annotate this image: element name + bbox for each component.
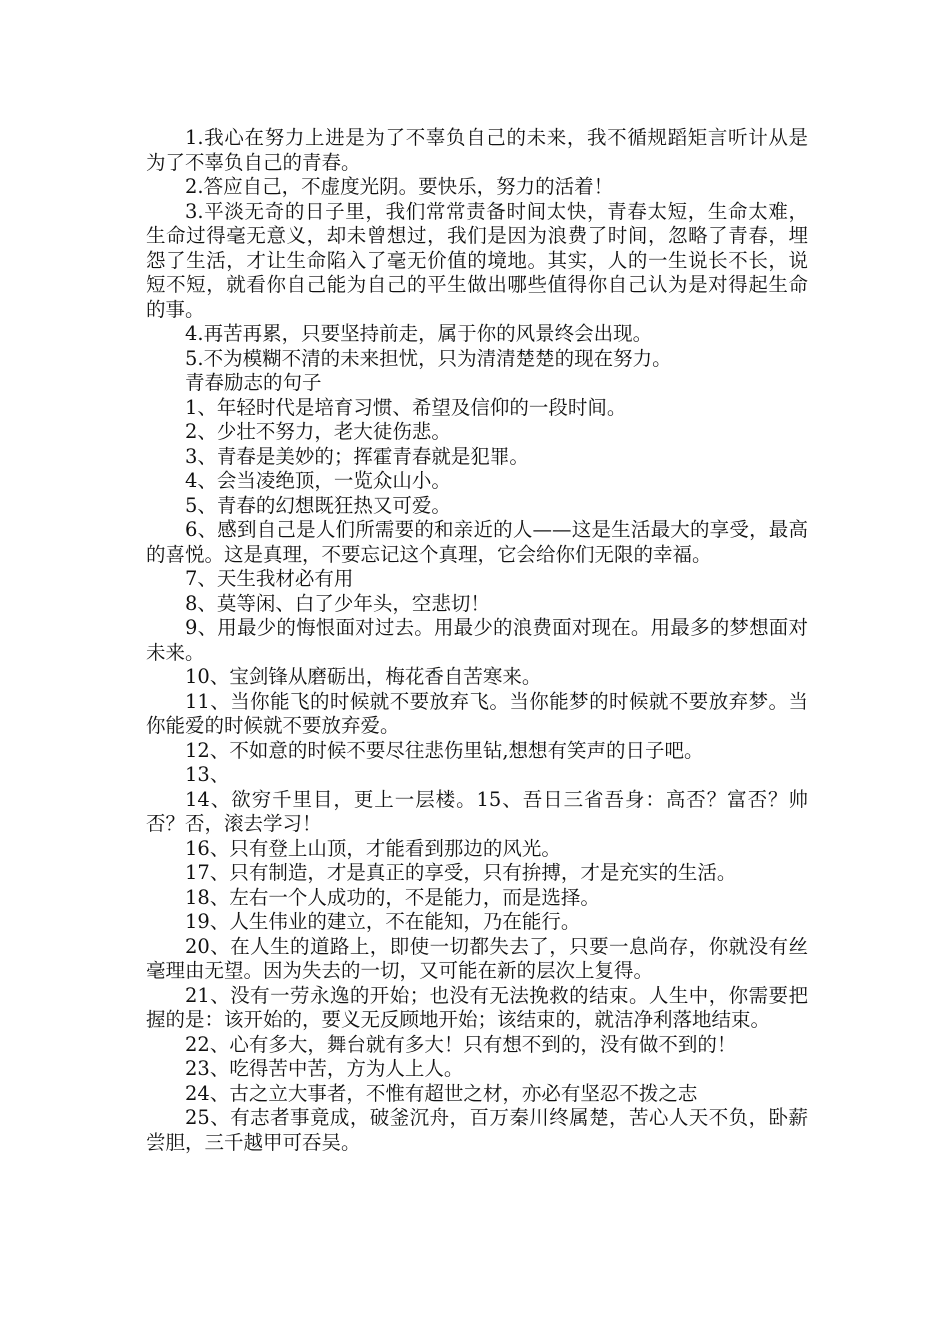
paragraph-3: 3.平淡无奇的日子里，我们常常责备时间太快，青春太短，生命太难，生命过得毫无意义，却未曾想过，我们是因为浪费了时间，忽略了青春，埋怨了生活，才让生命陷入了毫无价值的境地。其实，人的一生说长不长，说短不短，就看你自己能为自己的平生做出哪些值得你自己认为是对得起生命的事。	[146, 199, 808, 321]
paragraph-1: 1.我心在努力上进是为了不辜负自己的未来，我不循规蹈矩言听计从是为了不辜负自己的青春。	[146, 126, 808, 174]
paragraph-4: 4.再苦再累，只要坚持前走，属于你的风景终会出现。	[185, 322, 653, 345]
paragraph-5: 5.不为模糊不清的未来担忧，只为清清楚楚的现在努力。	[185, 346, 672, 370]
quote-20: 20、在人生的道路上，即使一切都失去了，只要一息尚存，你就没有丝毫理由无望。因为失去的一切，又可能在新的层次上复得。	[146, 934, 808, 982]
quote-19: 19、人生伟业的建立，不在能知，乃在能行。	[185, 910, 581, 933]
quote-14-15: 14、欲穷千里目，更上一层楼。15、吾日三省吾身：高否？富否？帅否？否，滚去学习！	[146, 787, 808, 835]
quote-7: 7、天生我材必有用	[185, 567, 354, 590]
quote-22: 22、心有多大，舞台就有多大！只有想不到的，没有做不到的！	[185, 1032, 737, 1056]
quote-12: 12、不如意的时候不要尽往悲伤里钻,想想有笑声的日子吧。	[185, 738, 704, 762]
quote-4: 4、会当凌绝顶，一览众山小。	[185, 469, 451, 492]
section-heading: 青春励志的句子	[185, 371, 322, 394]
quote-10: 10、宝剑锋从磨砺出，梅花香自苦寒来。	[185, 665, 542, 688]
quote-16: 16、只有登上山顶，才能看到那边的风光。	[185, 836, 561, 860]
quote-1: 1、年轻时代是培育习惯、希望及信仰的一段时间。	[185, 395, 627, 419]
quote-13: 13、	[185, 763, 230, 786]
quote-23: 23、吃得苦中苦，方为人上人。	[185, 1057, 464, 1080]
quote-25: 25、有志者事竟成，破釜沉舟，百万秦川终属楚，苦心人天不负，卧薪尝胆，三千越甲可吞吴。	[146, 1106, 808, 1154]
quote-2: 2、少壮不努力，老大徒伤悲。	[185, 420, 451, 443]
quote-21: 21、没有一劳永逸的开始；也没有无法挽救的结束。人生中，你需要把握的是：该开始的，要义无反顾地开始；该结束的，就洁净利落地结束。	[146, 983, 808, 1031]
quote-17: 17、只有制造，才是真正的享受，只有拚搏，才是充实的生活。	[185, 861, 737, 884]
quote-11: 11、当你能飞的时候就不要放弃飞。当你能梦的时候就不要放弃梦。当你能爱的时候就不要放弃爱。	[146, 689, 808, 737]
quote-3: 3、青春是美妙的；挥霍青春就是犯罪。	[185, 444, 529, 468]
document-page	[146, 126, 808, 1155]
quote-8: 8、莫等闲、白了少年头，空悲切！	[185, 591, 490, 615]
paragraph-2: 2.答应自己，不虚度光阴。要快乐，努力的活着！	[185, 175, 614, 198]
quote-5: 5、青春的幻想既狂热又可爱。	[185, 493, 451, 517]
quote-9: 9、用最少的悔恨面对过去。用最少的浪费面对现在。用最多的梦想面对未来。	[146, 616, 808, 664]
quote-18: 18、左右一个人成功的，不是能力，而是选择。	[185, 885, 600, 909]
quote-6: 6、感到自己是人们所需要的和亲近的人——这是生活最大的享受，最高的喜悦。这是真理，不要忘记这个真理，它会给你们无限的幸福。	[146, 518, 808, 566]
quote-24: 24、古之立大事者，不惟有超世之材，亦必有坚忍不拨之志	[185, 1081, 698, 1105]
